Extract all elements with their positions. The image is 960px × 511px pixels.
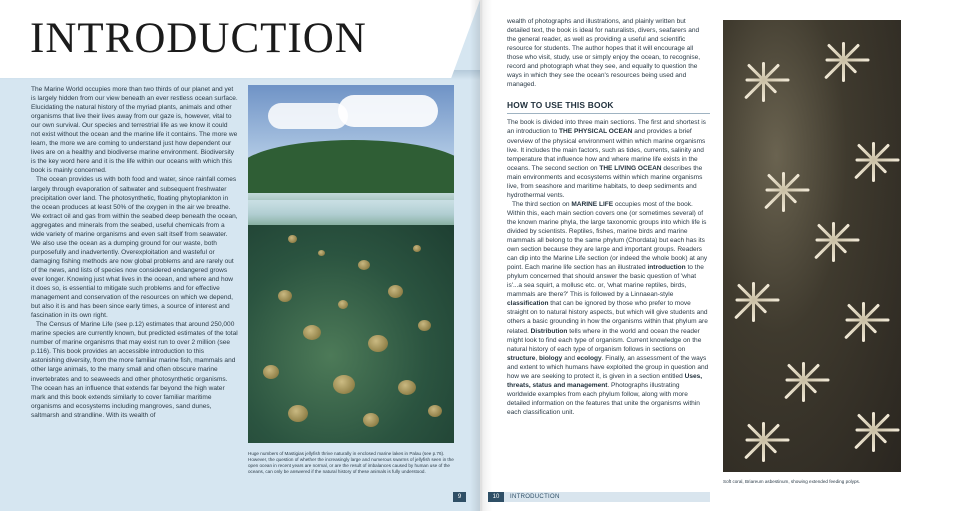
coral-polyp-tentacle bbox=[762, 440, 765, 462]
sky-cloud bbox=[268, 103, 348, 129]
left-text-column bbox=[31, 85, 238, 490]
coral-polyp-tentacle bbox=[782, 190, 785, 212]
coral-polyp-tentacle bbox=[832, 240, 835, 262]
jellyfish-shape bbox=[428, 405, 442, 417]
jellyfish-shape bbox=[368, 335, 388, 352]
left-paragraph-2: The ocean provides us with both food and water, since rainfall comes largely through evaporation of saltwater and subsequent freshwater precipitation over land. The photosynthetic, floating phytoplankton in the ocean produces at least 50% of the oxygen in the air we breathe. We extract oil and gas from within the seabed deep beneath the ocean, aggregates and minerals from the seabed, useful chemicals from a wide variety of marine organisms and even salt itself from seawater. We also use the ocean as a dumping ground for our waste, both purposefully and inadvertently. Overexploitation and wasteful or damaging fishing methods are now global problems and are rarely out of the news, and lists of species now considered endangered grows ever longer. Knowing just what lives in the ocean, and where and how it does so, is essential to mitigate such problems and for effective management and conservation of the resources on which we depend, but also it is and has been since early times, a source of interest and fascination in its own right. bbox=[31, 176, 238, 320]
page-title: INTRODUCTION bbox=[30, 15, 367, 62]
how-to-paragraph-1: The book is divided into three main sections. The first and shortest is an introduction to THE PHYSICAL OCEAN and provides a brief overview of the physical environment within which marine organisms live. It includes the main factors, such as tides, currents, salinity and temperature that influence how and where marine life exists in the oceans. The second section on THE LIVING OCEAN describes the main environments and ecosystems within which marine organisms live, from seashore and maritime habitats, to deep sediments and hydrothermal vents. bbox=[507, 119, 706, 199]
underwater-scene bbox=[248, 225, 454, 443]
jellyfish-shape bbox=[398, 380, 416, 395]
coral-polyp-tentacle bbox=[872, 430, 875, 452]
running-head: INTRODUCTION bbox=[504, 492, 710, 502]
coral-polyp-tentacle bbox=[862, 320, 865, 342]
jellyfish-shape bbox=[303, 325, 321, 340]
jellyfish-shape bbox=[358, 260, 370, 270]
jellyfish-shape bbox=[418, 320, 431, 331]
jellyfish-shape bbox=[388, 285, 403, 298]
forested-hill bbox=[248, 140, 454, 200]
how-to-paragraph-2: The third section on MARINE LIFE occupies most of the book. Within this, each main section covers one (or sometimes several) of the known marine phyla, the large taxonomic groups into which life is divided by scientists. Reptiles, fishes, marine birds and marine mammals all belong to the same phylum (Chordata) but each has its own section because they are large and important groups. Readers can dip into the Marine Life section (or indeed the whole book) at any point. Each marine life section has an illustrated introduction to the phylum concerned that should answer the basic question of 'what is'...a sea squirt, a mollusc etc. or, 'what marine reptiles, birds, mammals are there?' This is followed by a Linnaean-style classification that can be ignored by those who prefer to move straight on to natural history aspects, but which will give students and others a basic grounding in how the organisms within that phylum are related. Distribution tells where in the world and ocean the reader might look to find each type of organism. Current knowledge on the natural history of each type of organism follows in sections on structure, biology and ecology. Finally, an assessment of the ways and extent to which humans have exploited the group in question and how we are seeking to protect it, is given in a section entitled Uses, threats, status and management. Photographs illustrating worldwide examples from each phylum follow, along with more detailed information on the features that unite the organisms within each classification unit. bbox=[507, 200, 709, 416]
jellyfish-shape bbox=[413, 245, 421, 252]
jellyfish-shape bbox=[363, 413, 379, 427]
soft-coral-photo bbox=[723, 20, 901, 472]
jellyfish-shape bbox=[338, 300, 348, 309]
coral-polyp-tentacle bbox=[842, 60, 845, 82]
right-text-column bbox=[507, 17, 710, 487]
sky-cloud bbox=[338, 95, 438, 127]
page-number-right: 10 bbox=[488, 492, 504, 502]
coral-polyp-tentacle bbox=[802, 380, 805, 402]
coral-polyp-tentacle bbox=[762, 80, 765, 102]
jellyfish-shape bbox=[278, 290, 292, 302]
left-paragraph-3: The Census of Marine Life (see p.12) estimates that around 250,000 marine species are currently known, but predicted estimates of the total number of marine organisms that may exist run to over 2 million (see p.116). This book provides an accessible introduction to this astonishing diversity, from the more familiar marine fish, mammals and other large animals, to the many small and often obscure marine invertebrates and to seaweeds and other photosynthetic organisms. The ocean has an influence that extends far beyond the high water mark and this book extends similarly to cover familiar maritime organisms and ecosystems including mangroves, sand dunes, saltmarsh and strandline. With its wealth of bbox=[31, 321, 238, 419]
jellyfish-shape bbox=[288, 235, 297, 243]
jellyfish-shape bbox=[333, 375, 355, 394]
left-paragraph-1: The Marine World occupies more than two thirds of our planet and yet is largely hidden from our view beneath an ever restless ocean surface. Elucidating the natural history of the myriad plants, animals and other organisms that live their lives away from our gaze is, however, vital to our own survival. Our species and terrestrial life as we know it could not exist without the ocean and the marine life it contains. The more we learn, the more we are coming to understand just how dependent our lives are on a healthy and biodiverse marine environment. Biodiversity is the key word here and it is the life within our oceans with which this book is mainly concerned. bbox=[31, 86, 238, 175]
coral-photo-caption: Soft coral, Briareum asbestinum, showing extended feeding polyps. bbox=[723, 479, 861, 484]
right-intro-paragraph: wealth of photographs and illustrations, and plainly written but detailed text, the book is ideal for naturalists, divers, seafarers and the general reader, as well as providing a useful and scientific resource for students. The author hopes that it will encourage all those who visit, study, use or simply enjoy the ocean, to recognise, record and photograph what they see, and equally to question the ways in which they see the ocean's resources being used and managed. bbox=[507, 18, 701, 89]
water-surface bbox=[248, 193, 454, 225]
page-number-left: 9 bbox=[453, 492, 466, 502]
jellyfish-shape bbox=[263, 365, 279, 379]
coral-polyp-tentacle bbox=[752, 300, 755, 322]
jellyfish-photo-caption: Huge numbers of Mastigias jellyfish thrive naturally in enclosed marine lakes in Palau (see p.76). However, the question of whether the increasingly large and numerous swarms of jellyfish seen in the open ocean in recent years are normal, or are the result of imbalances caused by human use of the oceans, can only be answered if the natural history of these animals is fully understood. bbox=[248, 451, 454, 474]
section-heading: HOW TO USE THIS BOOK bbox=[507, 101, 710, 114]
jellyfish-shape bbox=[318, 250, 325, 256]
jellyfish-lake-photo bbox=[248, 85, 454, 443]
jellyfish-shape bbox=[288, 405, 308, 422]
coral-polyp-tentacle bbox=[872, 160, 875, 182]
